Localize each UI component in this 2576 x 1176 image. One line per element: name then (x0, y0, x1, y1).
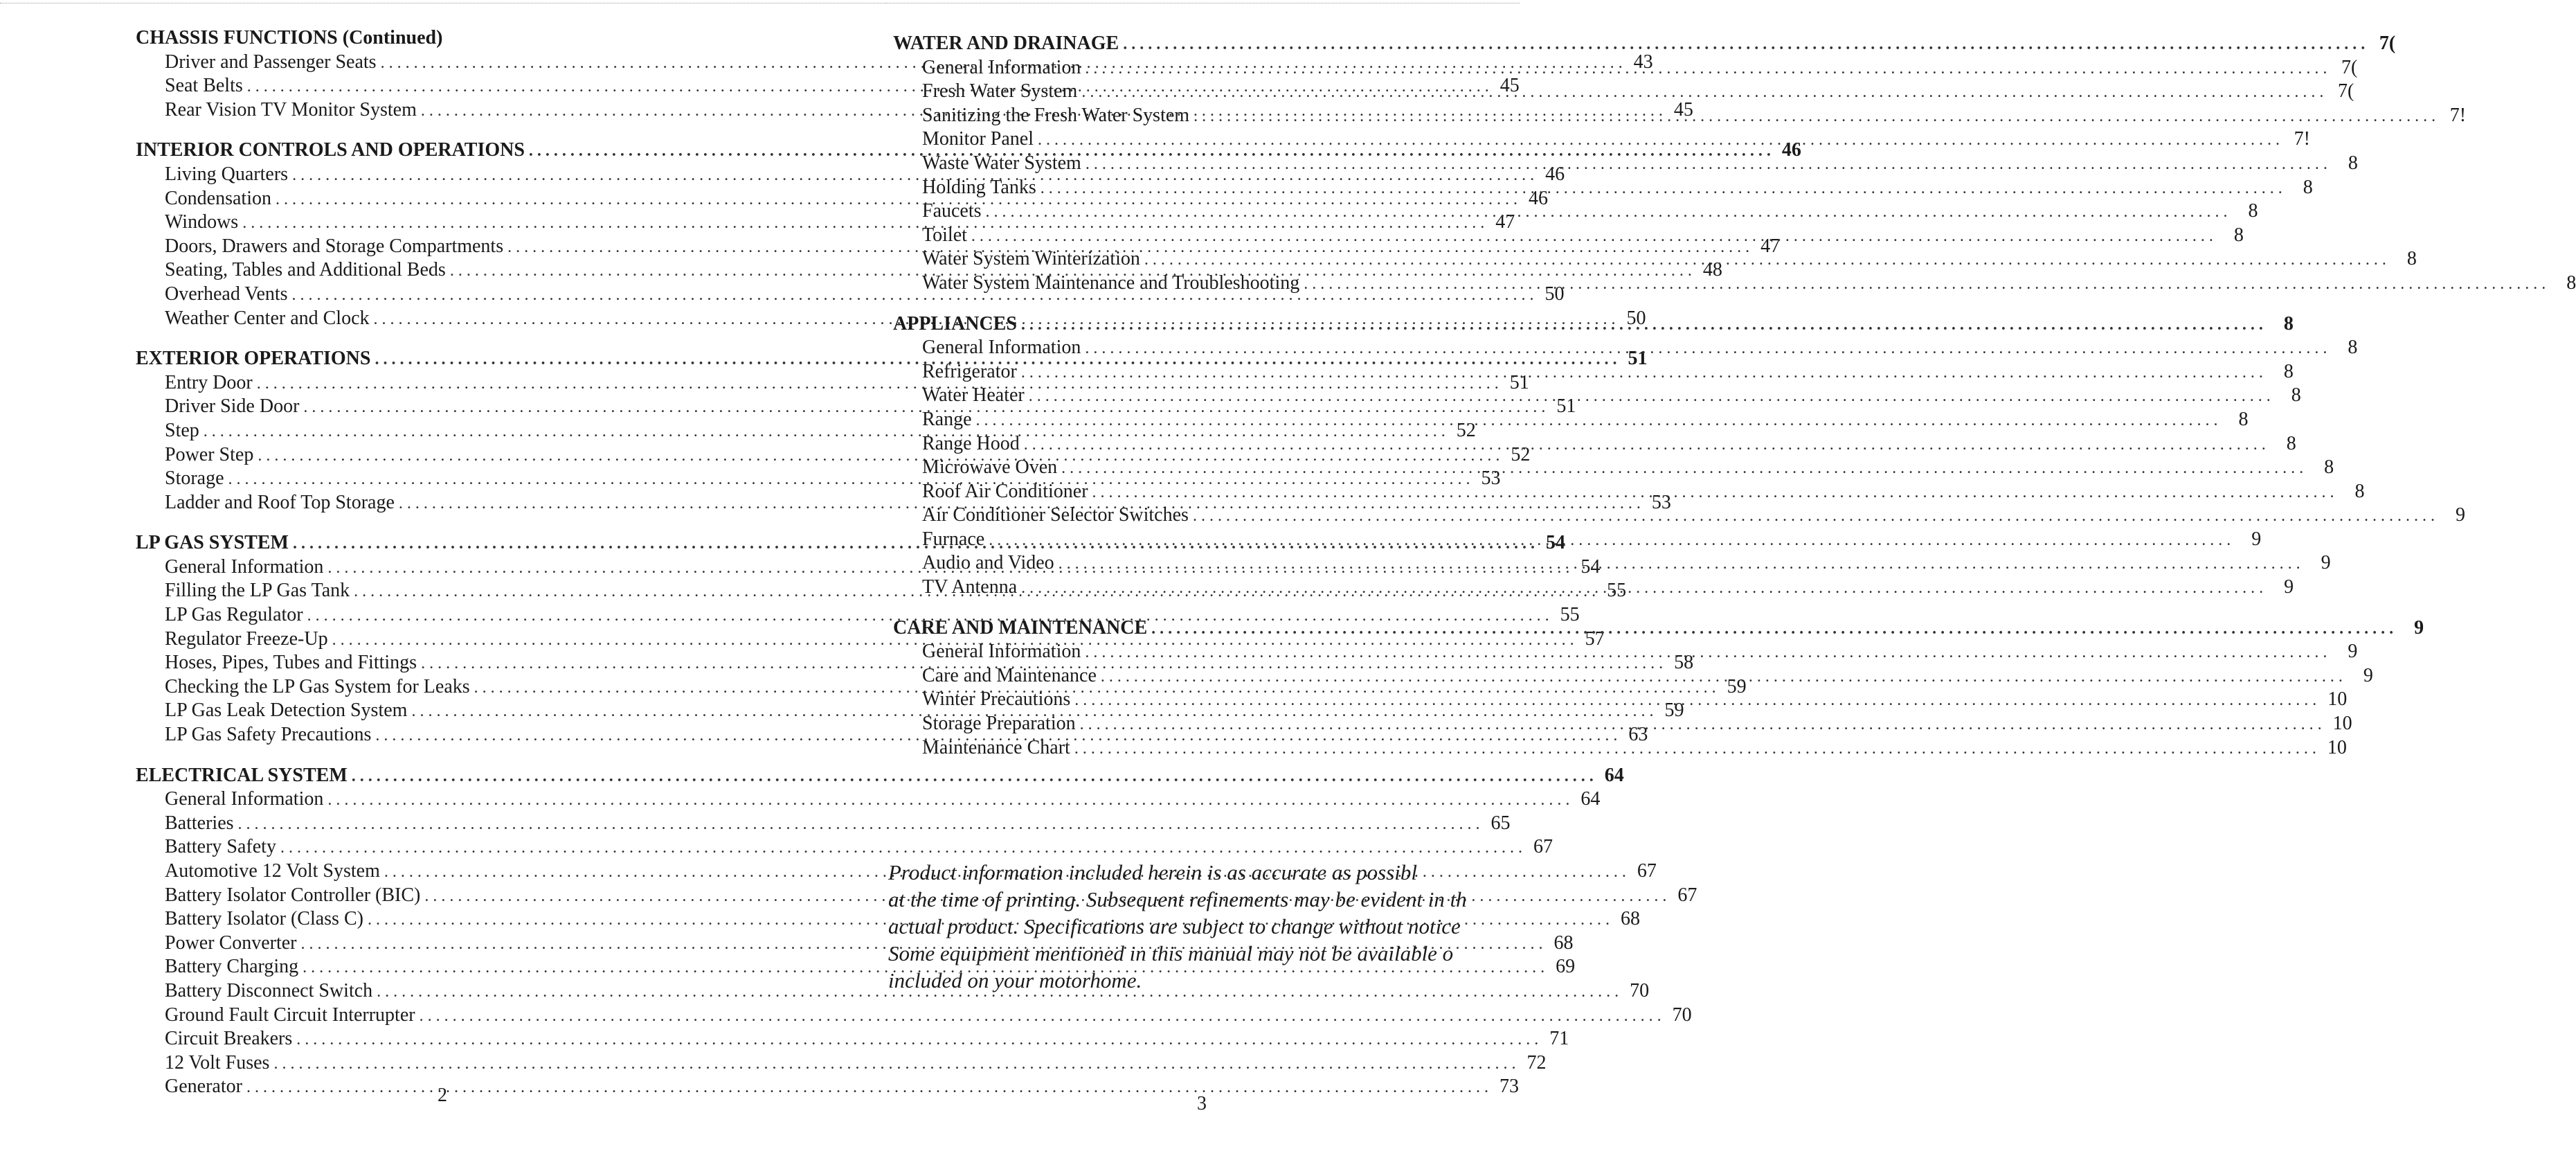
entry-page-number: 59 (1664, 700, 1684, 722)
toc-entry (893, 80, 2354, 104)
dot-leader (1086, 152, 2327, 177)
dot-leader (1059, 552, 2300, 576)
section-title: INTERIOR CONTROLS AND OPERATIONS (136, 139, 525, 161)
toc-entry (136, 603, 1580, 627)
toc-entry (136, 1004, 1692, 1028)
entry-page-number: 10 (2327, 688, 2348, 711)
entry-label: Monitor Panel (922, 128, 1034, 150)
entry-page-number: 8 (2303, 176, 2313, 198)
dot-leader (1024, 433, 2266, 457)
toc-entry (136, 835, 1553, 859)
entry-label: Refrigerator (922, 360, 1017, 382)
entry-page-number: 9 (2321, 552, 2331, 574)
entry-label: Power Converter (165, 932, 297, 954)
dot-leader (989, 528, 2231, 553)
entry-page-number: 54 (1580, 555, 1601, 578)
dot-leader (1304, 272, 2546, 296)
entry-page-number: 7( (2379, 33, 2396, 54)
toc-entry (136, 812, 1511, 836)
dot-leader (1151, 617, 2393, 641)
toc-entry (893, 528, 2262, 552)
entry-page-number: 8 (2291, 384, 2301, 407)
section-title: APPLIANCES (893, 312, 1017, 335)
entry-page-number: 8 (2406, 248, 2417, 270)
toc-entry (136, 932, 1574, 956)
entry-page-number: 8 (2324, 456, 2334, 479)
entry-page-number: 8 (2286, 432, 2296, 454)
entry-label: Rear Vision TV Monitor System (165, 98, 417, 121)
entry-page-number: 7! (2449, 104, 2467, 126)
entry-label: Generator (165, 1076, 242, 1098)
entry-page-number: 8 (2283, 312, 2294, 335)
toc-section-heading (136, 764, 1624, 788)
toc-entry (136, 1075, 1519, 1099)
entry-label: General Information (922, 337, 1081, 359)
entry-label: Ground Fault Circuit Interrupter (165, 1004, 415, 1026)
entry-page-number: 8 (2348, 152, 2358, 174)
entry-page-number: 9 (2284, 576, 2294, 598)
section-title: ELECTRICAL SYSTEM (136, 764, 348, 786)
entry-label: Microwave Oven (922, 456, 1058, 479)
entry-label: Holding Tanks (922, 176, 1036, 198)
toc-entry (893, 408, 2249, 432)
section-title: EXTERIOR OPERATIONS (136, 348, 371, 370)
entry-label: General Information (922, 641, 1081, 663)
entry-label: Windows (165, 211, 239, 233)
toc-entry (136, 859, 1657, 884)
disclaimer-note: Product information included herein is as accurate as possibl at the time of printing. Subsequent refinements may be evident in th actual product. Specifications are subject to change without notice Some equipment mentioned in this manual may not be available o included on your motorhome. (888, 860, 1467, 992)
entry-label: Storage (165, 467, 224, 490)
entry-page-number: 72 (1526, 1051, 1547, 1073)
entry-label: Water System Winterization (922, 248, 1140, 270)
toc-entry (136, 787, 1601, 812)
toc-entry (893, 360, 2294, 384)
section-title: WATER AND DRAINAGE (893, 33, 1119, 54)
entry-label: Batteries (165, 812, 234, 834)
entry-page-number: 8 (2348, 337, 2358, 359)
toc-entry (893, 432, 2296, 456)
entry-page-number: 55 (1607, 580, 1627, 602)
section-title: CARE AND MAINTENANCE (893, 616, 1148, 639)
entry-page-number: 48 (1702, 259, 1722, 281)
toc-section-heading (893, 32, 2396, 56)
entry-page-number: 9 (2414, 616, 2424, 639)
entry-page-number: 68 (1620, 908, 1640, 930)
entry-label: Overhead Vents (165, 283, 288, 305)
entry-page-number: 71 (1549, 1028, 1569, 1050)
dot-leader (986, 200, 2228, 224)
entry-page-number: 9 (2363, 664, 2373, 686)
dot-leader (1101, 665, 2343, 689)
entry-label: Driver Side Door (165, 395, 300, 418)
entry-page-number: 47 (1760, 235, 1781, 257)
entry-label: Circuit Breakers (165, 1028, 293, 1050)
entry-label: Water System Maintenance and Troubleshooting (922, 271, 1300, 294)
page-number-left: 2 (438, 1085, 447, 1106)
entry-page-number: 43 (1633, 51, 1653, 73)
dot-leader (1194, 105, 2435, 129)
entry-page-number: 59 (1727, 675, 1747, 697)
entry-page-number: 7( (2341, 56, 2358, 78)
entry-page-number: 69 (1556, 956, 1576, 978)
entry-page-number: 51 (1509, 371, 1529, 393)
entry-page-number: 67 (1637, 860, 1657, 882)
entry-label: General Information (165, 788, 324, 810)
entry-page-number: 8 (2283, 360, 2294, 382)
dot-leader (1092, 481, 2334, 505)
entry-label: Winter Precautions (922, 688, 1071, 711)
entry-page-number: 53 (1651, 491, 1671, 513)
entry-label: Living Quarters (165, 163, 289, 185)
page-number-right: 3 (1197, 1093, 1207, 1114)
toc-entry (136, 1051, 1547, 1076)
entry-label: Toilet (922, 224, 967, 246)
entry-label: LP Gas Regulator (165, 604, 303, 626)
entry-page-number: 7! (2294, 128, 2310, 150)
dot-leader (1123, 33, 2365, 57)
toc-entry (136, 907, 1640, 932)
toc-entry (136, 979, 1650, 1004)
entry-page-number: 73 (1499, 1076, 1519, 1098)
entry-label: Driver and Passenger Seats (165, 51, 377, 73)
entry-page-number: 55 (1560, 604, 1580, 626)
entry-page-number: 64 (1580, 788, 1601, 810)
entry-label: Hoses, Pipes, Tubes and Fittings (165, 652, 417, 674)
entry-label: Furnace (922, 528, 985, 550)
entry-page-number: 46 (1781, 139, 1801, 161)
entry-label: Care and Maintenance (922, 664, 1097, 686)
entry-page-number: 70 (1672, 1004, 1692, 1026)
dot-leader (1074, 737, 2316, 761)
entry-label: Range Hood (922, 432, 1020, 454)
entry-label: Automotive 12 Volt System (165, 860, 380, 882)
entry-label: General Information (922, 56, 1081, 78)
entry-page-number: 52 (1511, 443, 1531, 465)
entry-label: Range (922, 408, 972, 430)
entry-page-number: 51 (1556, 395, 1576, 418)
dot-leader (1144, 248, 2386, 272)
toc-entry (893, 504, 2465, 528)
entry-label: Waste Water System (922, 152, 1081, 174)
entry-page-number: 70 (1630, 979, 1650, 1001)
entry-label: Battery Safety (165, 836, 276, 858)
dot-leader (1029, 384, 2271, 409)
dot-leader (1021, 313, 2263, 337)
entry-label: Checking the LP Gas System for Leaks (165, 675, 470, 697)
entry-label: Battery Disconnect Switch (165, 979, 373, 1001)
entry-label: Air Conditioner Selector Switches (922, 504, 1189, 526)
toc-entry (893, 271, 2576, 296)
entry-label: LP Gas Safety Precautions (165, 724, 372, 746)
entry-page-number: 45 (1673, 98, 1693, 121)
entry-label: Weather Center and Clock (165, 307, 370, 329)
entry-label: Water Heater (922, 384, 1025, 407)
entry-page-number: 65 (1490, 812, 1511, 834)
entry-page-number: 8 (2566, 271, 2576, 294)
entry-page-number: 10 (2327, 736, 2347, 758)
entry-page-number: 9 (2251, 528, 2262, 550)
entry-page-number: 8 (2354, 480, 2365, 502)
entry-page-number: 67 (1533, 836, 1553, 858)
section-title: LP GAS SYSTEM (136, 532, 289, 554)
dot-leader (1193, 504, 2435, 528)
toc-entry (893, 199, 2258, 224)
entry-label: TV Antenna (922, 576, 1018, 598)
entry-label: Storage Preparation (922, 713, 1076, 735)
dot-leader (1041, 177, 2282, 201)
entry-label: Filling the LP Gas Tank (165, 580, 350, 602)
entry-label: Seat Belts (165, 75, 243, 97)
entry-label: Fresh Water System (922, 80, 1078, 103)
entry-page-number: 67 (1677, 884, 1697, 906)
dot-leader (1021, 361, 2263, 385)
dot-leader (976, 409, 2218, 433)
entry-label: Faucets (922, 200, 982, 222)
dot-leader (1021, 576, 2263, 600)
dot-leader (1061, 456, 2303, 481)
entry-label: Regulator Freeze-Up (165, 627, 328, 650)
dot-leader (1081, 80, 2323, 105)
entry-label: Battery Isolator Controller (BIC) (165, 884, 421, 906)
entry-label: Battery Isolator (Class C) (165, 908, 363, 930)
toc-entry (893, 176, 2313, 200)
dot-leader (1074, 688, 2316, 713)
toc-entry (893, 456, 2334, 480)
entry-page-number: 8 (2248, 200, 2258, 222)
toc-entry (136, 283, 1565, 307)
entry-page-number: 45 (1499, 75, 1520, 97)
entry-label: Doors, Drawers and Storage Compartments (165, 235, 504, 257)
entry-label: Ladder and Roof Top Storage (165, 491, 395, 513)
entry-label: Maintenance Chart (922, 736, 1070, 758)
entry-label: 12 Volt Fuses (165, 1051, 270, 1073)
toc-entry (136, 884, 1697, 908)
dot-leader (1080, 713, 2322, 737)
dot-leader (1085, 57, 2327, 81)
entry-label: Condensation (165, 187, 271, 209)
toc-entry (893, 736, 2347, 760)
entry-page-number: 58 (1674, 652, 1694, 674)
entry-page-number: 10 (2332, 713, 2352, 735)
entry-page-number: 46 (1529, 187, 1548, 209)
entry-label: Power Step (165, 443, 254, 465)
entry-label: Roof Air Conditioner (922, 480, 1088, 502)
entry-page-number: 9 (2455, 504, 2465, 526)
section-title: CHASSIS FUNCTIONS (Continued) (136, 27, 443, 48)
dot-leader (971, 224, 2213, 249)
dot-leader (1085, 641, 2327, 665)
entry-label: Battery Charging (165, 956, 299, 978)
entry-page-number: 64 (1604, 764, 1624, 786)
toc-entry (893, 152, 2358, 176)
entry-page-number: 47 (1495, 211, 1515, 233)
toc-entry (136, 1027, 1569, 1051)
entry-page-number: 63 (1628, 724, 1648, 746)
entry-label: Audio and Video (922, 552, 1054, 574)
toc-entry (893, 384, 2301, 408)
entry-label: General Information (165, 555, 324, 578)
toc-section-heading (136, 26, 759, 51)
toc-entry (136, 955, 1576, 979)
entry-page-number: 50 (1544, 283, 1565, 305)
entry-page-number: 54 (1545, 532, 1565, 554)
entry-page-number: 51 (1628, 348, 1648, 370)
dot-leader (1038, 128, 2280, 152)
entry-page-number: 46 (1545, 163, 1565, 185)
entry-page-number: 7( (2338, 80, 2354, 103)
entry-label: Sanitizing the Fresh Water System (922, 104, 1190, 126)
entry-page-number: 52 (1456, 419, 1476, 441)
entry-label: Step (165, 419, 199, 441)
entry-page-number: 50 (1626, 307, 1646, 329)
entry-page-number: 9 (2348, 641, 2358, 663)
entry-page-number: 8 (2233, 224, 2244, 246)
entry-label: Seating, Tables and Additional Beds (165, 259, 446, 281)
dot-leader (1085, 337, 2327, 361)
entry-label: LP Gas Leak Detection System (165, 700, 408, 722)
entry-page-number: 8 (2238, 408, 2249, 430)
entry-label: Entry Door (165, 371, 253, 393)
entry-page-number: 68 (1553, 932, 1574, 954)
entry-page-number: 57 (1585, 627, 1605, 650)
entry-page-number: 53 (1481, 467, 1501, 490)
